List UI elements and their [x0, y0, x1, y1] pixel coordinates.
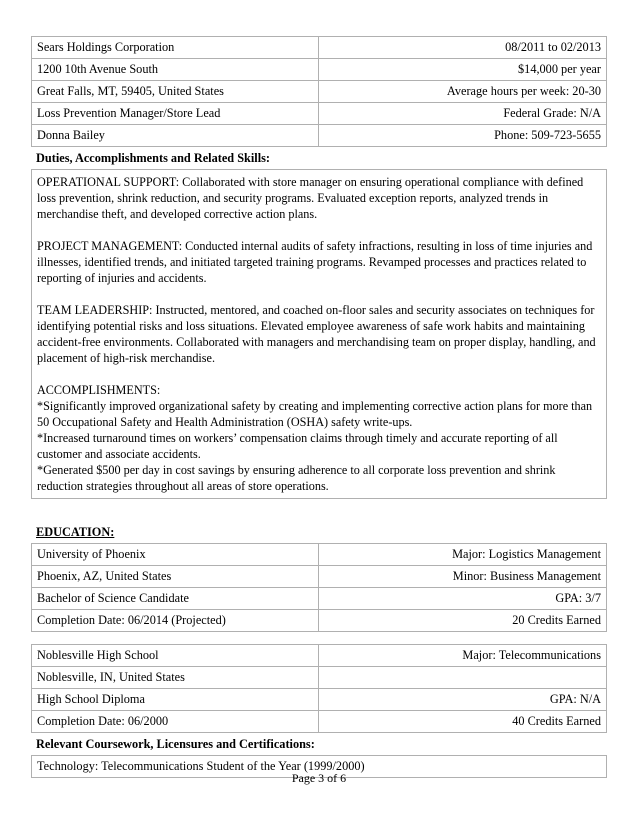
major: Major: Telecommunications	[319, 645, 607, 667]
coursework-heading: Relevant Coursework, Licensures and Certifications:	[36, 737, 315, 751]
school-name: University of Phoenix	[32, 544, 319, 566]
table-row	[32, 667, 607, 689]
table-row	[32, 566, 607, 588]
supervisor-phone: Phone: 509-723-5655	[319, 125, 607, 147]
gpa: GPA: 3/7	[319, 588, 607, 610]
table-row	[32, 544, 607, 566]
hours-per-week: Average hours per week: 20-30	[319, 81, 607, 103]
employer-city: Great Falls, MT, 59405, United States	[32, 81, 319, 103]
accomplishment-item: *Increased turnaround times on workers’ compensation claims through timely and accurate reporting of all customer and associate accidents.	[37, 431, 558, 461]
duties-heading: Duties, Accomplishments and Related Skills:	[36, 151, 271, 165]
employer-name: Sears Holdings Corporation	[32, 37, 319, 59]
school-location: Phoenix, AZ, United States	[32, 566, 319, 588]
accomplishment-item: *Generated $500 per day in cost savings by ensuring adherence to all corporate loss prevention and shrink reduction strategies throughout all areas of store operations.	[37, 463, 556, 493]
table-row	[32, 37, 607, 59]
table-row	[32, 588, 607, 610]
major: Major: Logistics Management	[319, 544, 607, 566]
table-row	[32, 610, 607, 632]
table-row	[32, 645, 607, 667]
school-name: Noblesville High School	[32, 645, 319, 667]
table-row	[32, 711, 607, 733]
credits-earned: 40 Credits Earned	[319, 711, 607, 733]
resume-page	[31, 36, 607, 778]
table-row	[32, 59, 607, 81]
employer-address: 1200 10th Avenue South	[32, 59, 319, 81]
table-row	[32, 125, 607, 147]
federal-grade: Federal Grade: N/A	[319, 103, 607, 125]
job-title: Loss Prevention Manager/Store Lead	[32, 103, 319, 125]
operational-support-paragraph: OPERATIONAL SUPPORT: Collaborated with store manager on ensuring operational compliance with defined loss prevention, shrink reduction, and security programs. Evaluated exception reports, analyzed trends in merchandise theft, and developed corrective action plans.	[37, 175, 584, 221]
degree: Bachelor of Science Candidate	[32, 588, 319, 610]
team-leadership-paragraph: TEAM LEADERSHIP: Instructed, mentored, and coached on-floor sales and security associates on techniques for identifying potential risks and loss situations. Elevated employee awareness of safe work habits and maintaining accident-free environments. Collaborated with managers and merchandising team on proper display, handling, and placement of high-risk merchandise.	[37, 303, 596, 365]
completion-date: Completion Date: 06/2000	[32, 711, 319, 733]
employment-dates: 08/2011 to 02/2013	[319, 37, 607, 59]
page-number: Page 3 of 6	[291, 771, 347, 785]
coursework-item: Technology: Telecommunications Student of the Year (1999/2000)	[32, 756, 607, 778]
project-management-paragraph: PROJECT MANAGEMENT: Conducted internal audits of safety infractions, resulting in loss of time injuries and illnesses, identified trends, and initiated targeted training programs. Revamped processes and practices related to reporting of injuries and accidents.	[37, 239, 593, 285]
employment-table	[31, 36, 607, 147]
accomplishments-block	[37, 382, 601, 494]
table-row	[32, 103, 607, 125]
credits-earned: 20 Credits Earned	[319, 610, 607, 632]
university-table	[31, 543, 607, 632]
salary: $14,000 per year	[319, 59, 607, 81]
table-row	[32, 81, 607, 103]
education-title: EDUCATION:	[36, 525, 115, 539]
accomplishment-item: *Significantly improved organizational safety by creating and implementing corrective action plans for more than 50 Occupational Safety and Health Administration (OSHA) safety write-ups.	[37, 399, 593, 429]
highschool-table	[31, 644, 607, 733]
completion-date: Completion Date: 06/2014 (Projected)	[32, 610, 319, 632]
gpa: GPA: N/A	[319, 689, 607, 711]
school-location: Noblesville, IN, United States	[32, 667, 319, 689]
accomplishments-title: ACCOMPLISHMENTS:	[37, 383, 161, 397]
empty-cell	[319, 667, 607, 689]
spacer	[31, 632, 607, 644]
duties-box	[31, 169, 607, 499]
supervisor-name: Donna Bailey	[32, 125, 319, 147]
minor: Minor: Business Management	[319, 566, 607, 588]
table-row	[32, 689, 607, 711]
degree: High School Diploma	[32, 689, 319, 711]
